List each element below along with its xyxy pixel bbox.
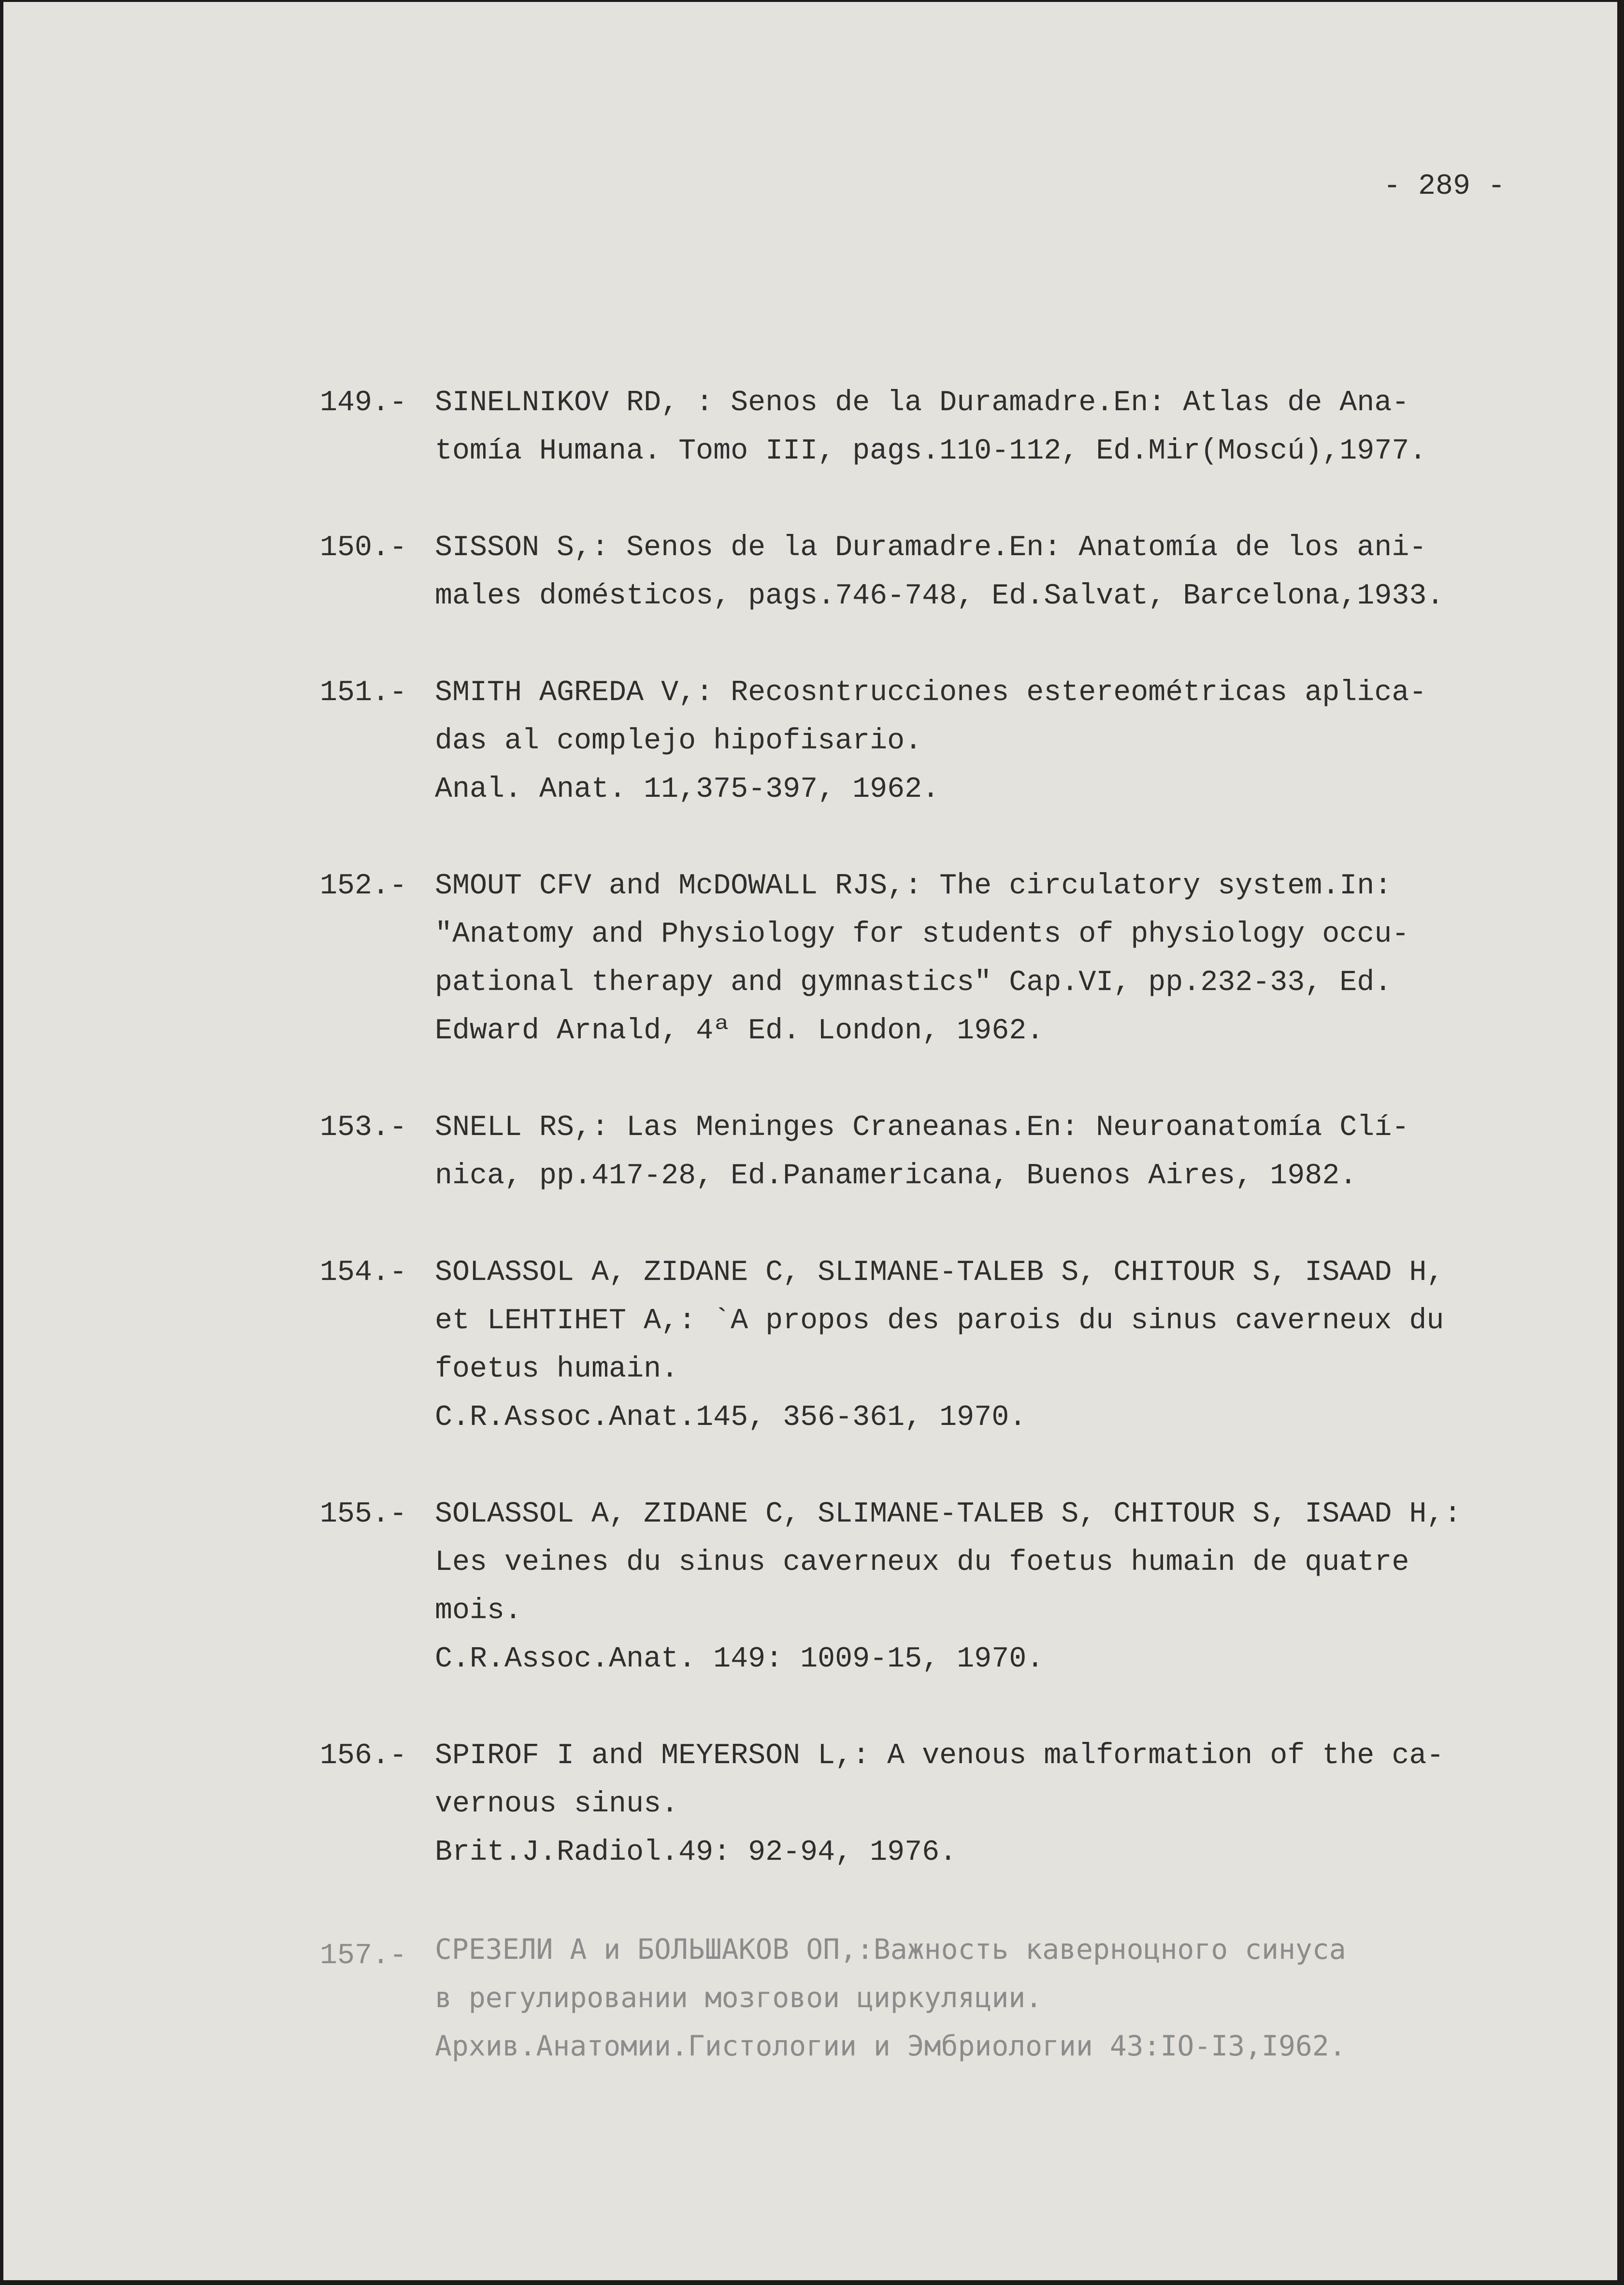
entry-text bbox=[435, 1104, 1409, 1200]
entry-line: SNELL RS,: Las Meninges Craneanas.En: Neuroanatomía Clí- bbox=[435, 1111, 1409, 1144]
entry-line: tomía Humana. Tomo III, pags.110-112, Ed.Mir(Moscú),1977. bbox=[435, 435, 1427, 468]
entry-number: 154.- bbox=[320, 1256, 407, 1289]
entry-line: SISSON S,: Senos de la Duramadre.En: Anatomía de los ani- bbox=[435, 532, 1427, 564]
entry-number: 157.- bbox=[320, 1940, 407, 1972]
entry-line: SMOUT CFV and McDOWALL RJS,: The circulatory system.In: bbox=[435, 870, 1392, 903]
entry-text bbox=[435, 379, 1426, 475]
entry-text bbox=[435, 862, 1409, 1055]
entry-line: C.R.Assoc.Anat.145, 356-361, 1970. bbox=[435, 1401, 1027, 1434]
entry-line: Brit.J.Radiol.49: 92-94, 1976. bbox=[435, 1836, 957, 1869]
entry-line: СРЕЗЕЛИ А и БОЛЬШАКОВ ОП,:Важность каверноцного синуса bbox=[435, 1933, 1346, 1966]
entry-line: Les veines du sinus caverneux du foetus humain de quatre bbox=[435, 1546, 1409, 1579]
entry-line: Anal. Anat. 11,375-397, 1962. bbox=[435, 773, 940, 806]
entry-text bbox=[435, 1490, 1461, 1683]
entry-text bbox=[435, 1732, 1444, 1877]
entry-line: в регулировании мозговои циркуляции. bbox=[435, 1981, 1043, 2014]
entry-number: 155.- bbox=[320, 1498, 407, 1531]
entry-line: foetus humain. bbox=[435, 1353, 679, 1386]
entry-line: mois. bbox=[435, 1595, 522, 1627]
entry-text bbox=[435, 1249, 1444, 1442]
entry-text bbox=[435, 669, 1426, 814]
entry-line: SOLASSOL A, ZIDANE C, SLIMANE-TALEB S, CHITOUR S, ISAAD H,: bbox=[435, 1498, 1462, 1531]
entry-number: 150.- bbox=[320, 532, 407, 564]
entry-line: SINELNIKOV RD, : Senos de la Duramadre.En: Atlas de Ana- bbox=[435, 387, 1409, 419]
entry-number: 156.- bbox=[320, 1739, 407, 1772]
entry-number: 151.- bbox=[320, 676, 407, 709]
entry-line: Архив.Анатомии.Гистологии и Эмбриологии 43:IO-I3,I962. bbox=[435, 2029, 1346, 2062]
entry-line: C.R.Assoc.Anat. 149: 1009-15, 1970. bbox=[435, 1643, 1044, 1676]
entry-line: nica, pp.417-28, Ed.Panamericana, Buenos Aires, 1982. bbox=[435, 1160, 1357, 1193]
page-number: - 289 - bbox=[1383, 170, 1506, 203]
entry-line: males domésticos, pags.746-748, Ed.Salvat, Barcelona,1933. bbox=[435, 580, 1444, 613]
entry-number: 149.- bbox=[320, 387, 407, 419]
entry-number: 153.- bbox=[320, 1111, 407, 1144]
entry-line: SMITH AGREDA V,: Recosntrucciones estereométricas aplica- bbox=[435, 676, 1427, 709]
entry-number: 152.- bbox=[320, 870, 407, 903]
entry-line: et LEHTIHET A,: `A propos des parois du sinus caverneux du bbox=[435, 1305, 1444, 1337]
entry-line: pational therapy and gymnastics" Cap.VI, pp.232-33, Ed. bbox=[435, 966, 1392, 999]
entry-line: "Anatomy and Physiology for students of physiology occu- bbox=[435, 918, 1409, 951]
entry-line: SPIROF I and MEYERSON L,: A venous malformation of the ca- bbox=[435, 1739, 1444, 1772]
entry-line: Edward Arnald, 4ª Ed. London, 1962. bbox=[435, 1015, 1044, 1048]
entry-line: das al complejo hipofisario. bbox=[435, 725, 922, 758]
entry-text bbox=[435, 1925, 1346, 2070]
entry-text bbox=[435, 524, 1444, 620]
entry-line: SOLASSOL A, ZIDANE C, SLIMANE-TALEB S, CHITOUR S, ISAAD H, bbox=[435, 1256, 1444, 1289]
entry-line: vernous sinus. bbox=[435, 1788, 679, 1821]
